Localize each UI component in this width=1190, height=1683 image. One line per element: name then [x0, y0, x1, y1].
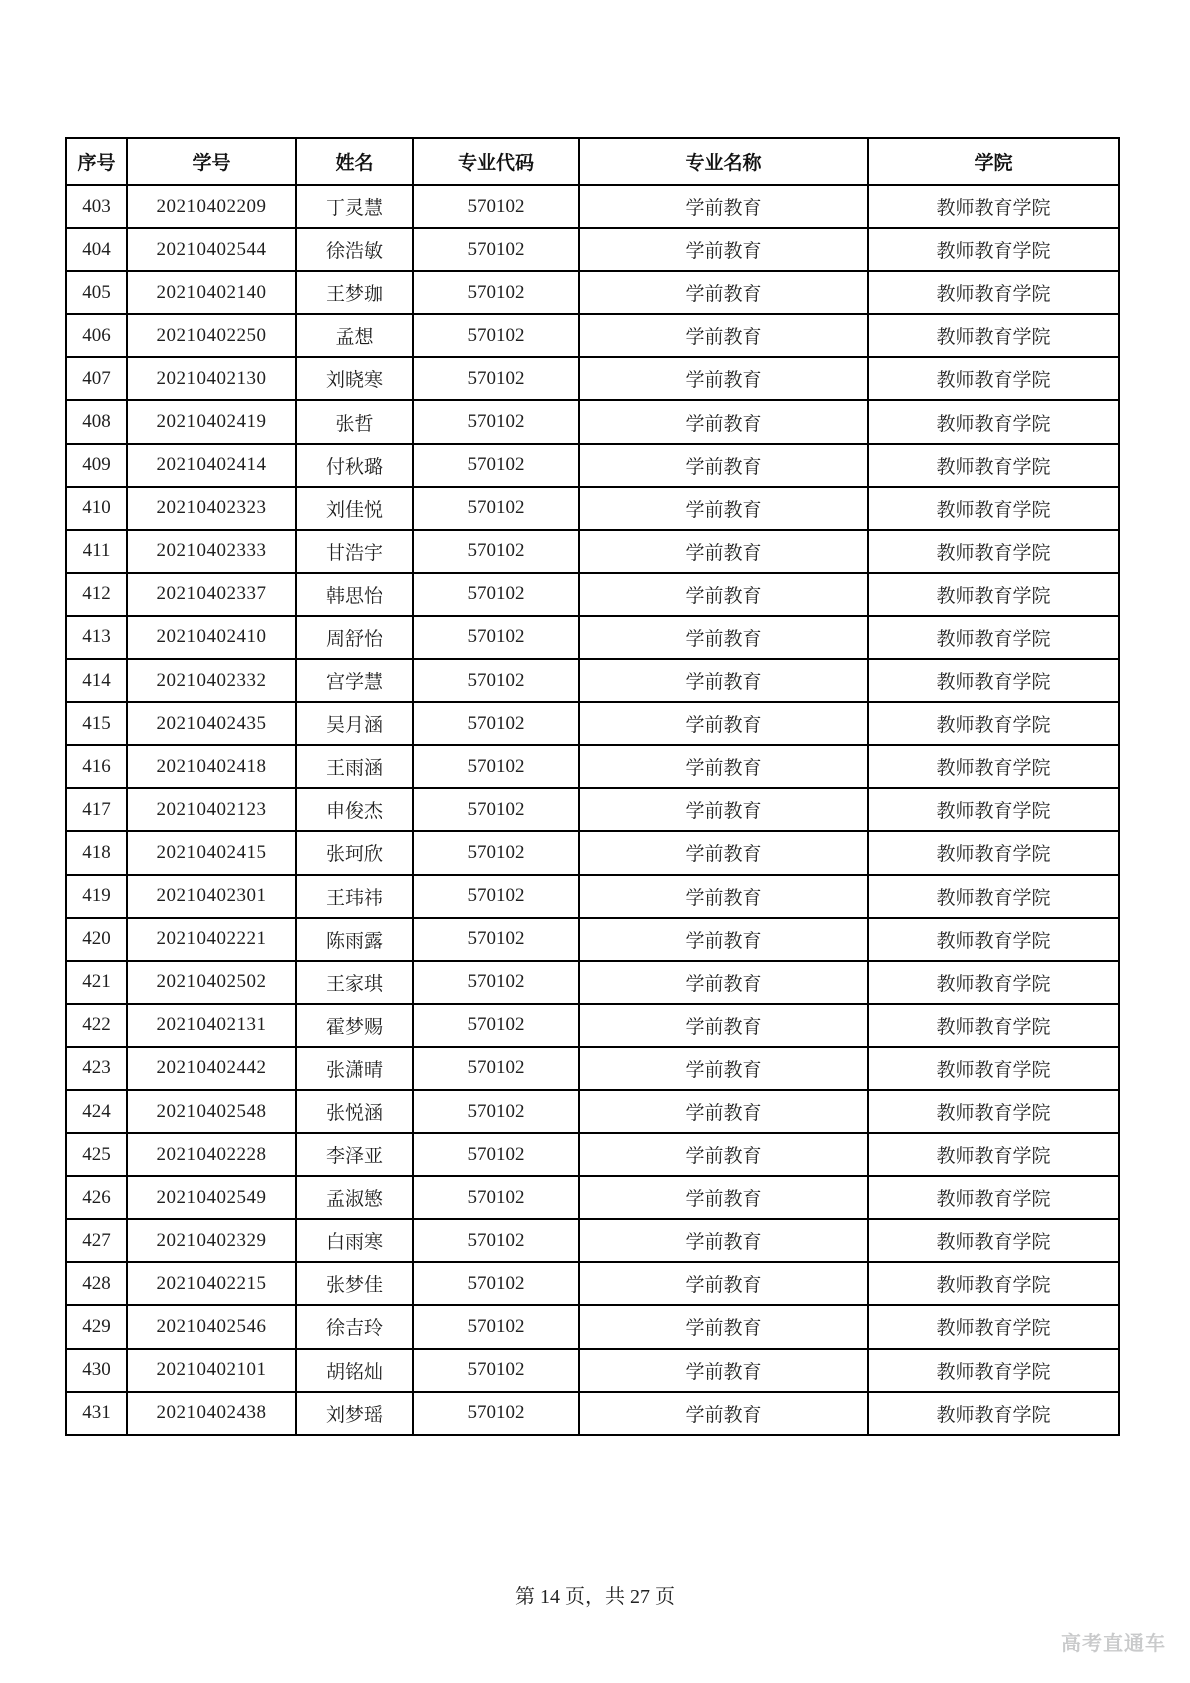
table-cell-code: 570102: [413, 1392, 579, 1435]
table-cell-id: 20210402544: [127, 228, 296, 271]
table-cell-id: 20210402140: [127, 271, 296, 314]
table-row: [66, 1090, 1119, 1133]
table-cell-id: 20210402415: [127, 831, 296, 874]
table-cell-id: 20210402438: [127, 1392, 296, 1435]
table-cell-name: 韩思怡: [296, 573, 413, 616]
table-cell-code: 570102: [413, 314, 579, 357]
table-cell-id: 20210402332: [127, 659, 296, 702]
table-row: [66, 1004, 1119, 1047]
table-cell-seq: 421: [66, 961, 127, 1004]
table-cell-name: 王梦珈: [296, 271, 413, 314]
table-cell-id: 20210402221: [127, 918, 296, 961]
table-cell-seq: 410: [66, 487, 127, 530]
table-cell-name: 白雨寒: [296, 1219, 413, 1262]
table-cell-code: 570102: [413, 400, 579, 443]
table-cell-code: 570102: [413, 573, 579, 616]
table-cell-seq: 417: [66, 788, 127, 831]
table-cell-major: 学前教育: [579, 831, 868, 874]
table-cell-seq: 429: [66, 1305, 127, 1348]
table-cell-name: 徐吉玲: [296, 1305, 413, 1348]
table-cell-id: 20210402130: [127, 357, 296, 400]
table-row: [66, 357, 1119, 400]
table-row: [66, 530, 1119, 573]
table-row: [66, 831, 1119, 874]
table-cell-college: 教师教育学院: [868, 1047, 1119, 1090]
table-row: [66, 745, 1119, 788]
table-cell-code: 570102: [413, 831, 579, 874]
table-cell-id: 20210402131: [127, 1004, 296, 1047]
table-cell-college: 教师教育学院: [868, 918, 1119, 961]
table-cell-code: 570102: [413, 1305, 579, 1348]
table-cell-college: 教师教育学院: [868, 228, 1119, 271]
table-cell-name: 王家琪: [296, 961, 413, 1004]
table-cell-major: 学前教育: [579, 1219, 868, 1262]
table-cell-id: 20210402502: [127, 961, 296, 1004]
table-cell-name: 张潇晴: [296, 1047, 413, 1090]
table-cell-seq: 406: [66, 314, 127, 357]
column-header-2: 姓名: [296, 138, 413, 185]
table-cell-name: 吴月涵: [296, 702, 413, 745]
table-cell-major: 学前教育: [579, 271, 868, 314]
table-cell-id: 20210402419: [127, 400, 296, 443]
table-cell-college: 教师教育学院: [868, 1090, 1119, 1133]
table-cell-code: 570102: [413, 487, 579, 530]
table-cell-major: 学前教育: [579, 1349, 868, 1392]
table-row: [66, 1392, 1119, 1435]
table-cell-name: 王雨涵: [296, 745, 413, 788]
table-cell-seq: 409: [66, 444, 127, 487]
table-cell-college: 教师教育学院: [868, 271, 1119, 314]
table-cell-seq: 416: [66, 745, 127, 788]
table-cell-code: 570102: [413, 1047, 579, 1090]
table-cell-seq: 415: [66, 702, 127, 745]
table-cell-college: 教师教育学院: [868, 1176, 1119, 1219]
table-cell-id: 20210402546: [127, 1305, 296, 1348]
table-cell-seq: 431: [66, 1392, 127, 1435]
table-cell-name: 刘晓寒: [296, 357, 413, 400]
table-cell-code: 570102: [413, 1004, 579, 1047]
table-cell-seq: 427: [66, 1219, 127, 1262]
table-cell-seq: 403: [66, 185, 127, 228]
table-cell-major: 学前教育: [579, 918, 868, 961]
table-cell-id: 20210402548: [127, 1090, 296, 1133]
table-cell-name: 孟淑慜: [296, 1176, 413, 1219]
table-cell-major: 学前教育: [579, 400, 868, 443]
table-cell-college: 教师教育学院: [868, 444, 1119, 487]
table-cell-seq: 404: [66, 228, 127, 271]
table-cell-seq: 411: [66, 530, 127, 573]
table-row: [66, 185, 1119, 228]
table-cell-code: 570102: [413, 444, 579, 487]
table-cell-college: 教师教育学院: [868, 659, 1119, 702]
table-cell-name: 孟想: [296, 314, 413, 357]
table-cell-code: 570102: [413, 702, 579, 745]
table-cell-id: 20210402123: [127, 788, 296, 831]
table-cell-seq: 423: [66, 1047, 127, 1090]
table-cell-major: 学前教育: [579, 961, 868, 1004]
table-cell-id: 20210402410: [127, 616, 296, 659]
table-row: [66, 659, 1119, 702]
table-cell-seq: 430: [66, 1349, 127, 1392]
table-cell-code: 570102: [413, 1176, 579, 1219]
table-cell-major: 学前教育: [579, 314, 868, 357]
table-cell-seq: 428: [66, 1262, 127, 1305]
table-cell-seq: 408: [66, 400, 127, 443]
table-cell-seq: 412: [66, 573, 127, 616]
table-cell-college: 教师教育学院: [868, 573, 1119, 616]
table-cell-college: 教师教育学院: [868, 831, 1119, 874]
table-cell-major: 学前教育: [579, 487, 868, 530]
table-cell-college: 教师教育学院: [868, 1133, 1119, 1176]
table-cell-college: 教师教育学院: [868, 1262, 1119, 1305]
table-row: [66, 314, 1119, 357]
table-cell-major: 学前教育: [579, 875, 868, 918]
table-cell-name: 霍梦赐: [296, 1004, 413, 1047]
table-cell-name: 周舒怡: [296, 616, 413, 659]
table-cell-code: 570102: [413, 1219, 579, 1262]
table-cell-college: 教师教育学院: [868, 875, 1119, 918]
table-cell-college: 教师教育学院: [868, 357, 1119, 400]
table-body: [66, 185, 1119, 1435]
table-cell-name: 张悦涵: [296, 1090, 413, 1133]
table-cell-code: 570102: [413, 185, 579, 228]
table-cell-seq: 405: [66, 271, 127, 314]
table-cell-code: 570102: [413, 788, 579, 831]
table-cell-major: 学前教育: [579, 1262, 868, 1305]
table-cell-code: 570102: [413, 1090, 579, 1133]
table-cell-name: 张珂欣: [296, 831, 413, 874]
table-cell-major: 学前教育: [579, 444, 868, 487]
table-cell-seq: 425: [66, 1133, 127, 1176]
table-cell-name: 李泽亚: [296, 1133, 413, 1176]
column-header-5: 学院: [868, 138, 1119, 185]
table-cell-name: 丁灵慧: [296, 185, 413, 228]
table-cell-major: 学前教育: [579, 185, 868, 228]
table-cell-seq: 419: [66, 875, 127, 918]
table-cell-name: 申俊杰: [296, 788, 413, 831]
table-cell-college: 教师教育学院: [868, 1305, 1119, 1348]
table-row: [66, 1262, 1119, 1305]
table-cell-code: 570102: [413, 357, 579, 400]
student-roster-table: [65, 137, 1120, 1436]
table-cell-college: 教师教育学院: [868, 530, 1119, 573]
table-cell-name: 胡铭灿: [296, 1349, 413, 1392]
table-row: [66, 487, 1119, 530]
column-header-1: 学号: [127, 138, 296, 185]
column-header-3: 专业代码: [413, 138, 579, 185]
table-cell-name: 陈雨露: [296, 918, 413, 961]
table-cell-id: 20210402442: [127, 1047, 296, 1090]
table-row: [66, 918, 1119, 961]
table-cell-seq: 426: [66, 1176, 127, 1219]
table-cell-seq: 414: [66, 659, 127, 702]
table-cell-major: 学前教育: [579, 659, 868, 702]
table-row: [66, 788, 1119, 831]
table-cell-code: 570102: [413, 271, 579, 314]
table-row: [66, 1349, 1119, 1392]
table-cell-college: 教师教育学院: [868, 616, 1119, 659]
table-cell-college: 教师教育学院: [868, 788, 1119, 831]
table-cell-name: 刘梦瑶: [296, 1392, 413, 1435]
table-cell-id: 20210402549: [127, 1176, 296, 1219]
table-cell-major: 学前教育: [579, 1047, 868, 1090]
table-row: [66, 702, 1119, 745]
table-cell-major: 学前教育: [579, 745, 868, 788]
table-cell-college: 教师教育学院: [868, 314, 1119, 357]
table-cell-code: 570102: [413, 745, 579, 788]
table-cell-id: 20210402228: [127, 1133, 296, 1176]
table-cell-id: 20210402301: [127, 875, 296, 918]
page-number-footer: 第 14 页，共 27 页: [515, 1586, 675, 1608]
table-cell-major: 学前教育: [579, 788, 868, 831]
table-cell-id: 20210402215: [127, 1262, 296, 1305]
table-row: [66, 1305, 1119, 1348]
table-cell-code: 570102: [413, 1133, 579, 1176]
table-cell-seq: 420: [66, 918, 127, 961]
table-cell-major: 学前教育: [579, 530, 868, 573]
table-cell-major: 学前教育: [579, 1392, 868, 1435]
table-header-row: [66, 138, 1119, 185]
table-cell-id: 20210402101: [127, 1349, 296, 1392]
table-row: [66, 444, 1119, 487]
table-cell-code: 570102: [413, 918, 579, 961]
table-cell-college: 教师教育学院: [868, 487, 1119, 530]
table-cell-code: 570102: [413, 228, 579, 271]
table-cell-major: 学前教育: [579, 702, 868, 745]
table-row: [66, 228, 1119, 271]
table-cell-seq: 424: [66, 1090, 127, 1133]
table-row: [66, 875, 1119, 918]
table-cell-id: 20210402333: [127, 530, 296, 573]
table-row: [66, 1219, 1119, 1262]
table-cell-major: 学前教育: [579, 616, 868, 659]
column-header-0: 序号: [66, 138, 127, 185]
table-cell-major: 学前教育: [579, 1004, 868, 1047]
table-cell-name: 徐浩敏: [296, 228, 413, 271]
table-cell-code: 570102: [413, 1262, 579, 1305]
table-cell-code: 570102: [413, 659, 579, 702]
table-cell-code: 570102: [413, 530, 579, 573]
table-cell-major: 学前教育: [579, 357, 868, 400]
table-cell-code: 570102: [413, 961, 579, 1004]
table-cell-college: 教师教育学院: [868, 745, 1119, 788]
table-row: [66, 616, 1119, 659]
table-row: [66, 400, 1119, 443]
table-cell-name: 张哲: [296, 400, 413, 443]
table-row: [66, 271, 1119, 314]
table-row: [66, 573, 1119, 616]
table-cell-college: 教师教育学院: [868, 961, 1119, 1004]
table-cell-id: 20210402323: [127, 487, 296, 530]
table-cell-code: 570102: [413, 875, 579, 918]
table-cell-id: 20210402435: [127, 702, 296, 745]
table-cell-seq: 422: [66, 1004, 127, 1047]
table-cell-code: 570102: [413, 1349, 579, 1392]
table-cell-id: 20210402250: [127, 314, 296, 357]
watermark-text: 高考直通车: [1061, 1633, 1166, 1655]
table-cell-id: 20210402414: [127, 444, 296, 487]
table-cell-id: 20210402418: [127, 745, 296, 788]
table-cell-college: 教师教育学院: [868, 1219, 1119, 1262]
table-row: [66, 1133, 1119, 1176]
table-cell-major: 学前教育: [579, 1090, 868, 1133]
table-cell-college: 教师教育学院: [868, 185, 1119, 228]
table-cell-major: 学前教育: [579, 1133, 868, 1176]
table-cell-major: 学前教育: [579, 1305, 868, 1348]
table-row: [66, 1176, 1119, 1219]
table-cell-id: 20210402209: [127, 185, 296, 228]
table-cell-name: 甘浩宇: [296, 530, 413, 573]
table-cell-major: 学前教育: [579, 573, 868, 616]
table-cell-college: 教师教育学院: [868, 702, 1119, 745]
table-cell-college: 教师教育学院: [868, 1349, 1119, 1392]
table-cell-major: 学前教育: [579, 1176, 868, 1219]
table-cell-major: 学前教育: [579, 228, 868, 271]
table-cell-name: 王玮祎: [296, 875, 413, 918]
table-row: [66, 961, 1119, 1004]
table-cell-seq: 407: [66, 357, 127, 400]
table-cell-name: 张梦佳: [296, 1262, 413, 1305]
table-cell-seq: 413: [66, 616, 127, 659]
table-cell-seq: 418: [66, 831, 127, 874]
table-cell-college: 教师教育学院: [868, 400, 1119, 443]
table-cell-name: 刘佳悦: [296, 487, 413, 530]
table-cell-name: 宫学慧: [296, 659, 413, 702]
table-cell-id: 20210402337: [127, 573, 296, 616]
table-cell-college: 教师教育学院: [868, 1004, 1119, 1047]
table-cell-id: 20210402329: [127, 1219, 296, 1262]
table-row: [66, 1047, 1119, 1090]
table-cell-code: 570102: [413, 616, 579, 659]
table-cell-name: 付秋璐: [296, 444, 413, 487]
table-cell-college: 教师教育学院: [868, 1392, 1119, 1435]
column-header-4: 专业名称: [579, 138, 868, 185]
